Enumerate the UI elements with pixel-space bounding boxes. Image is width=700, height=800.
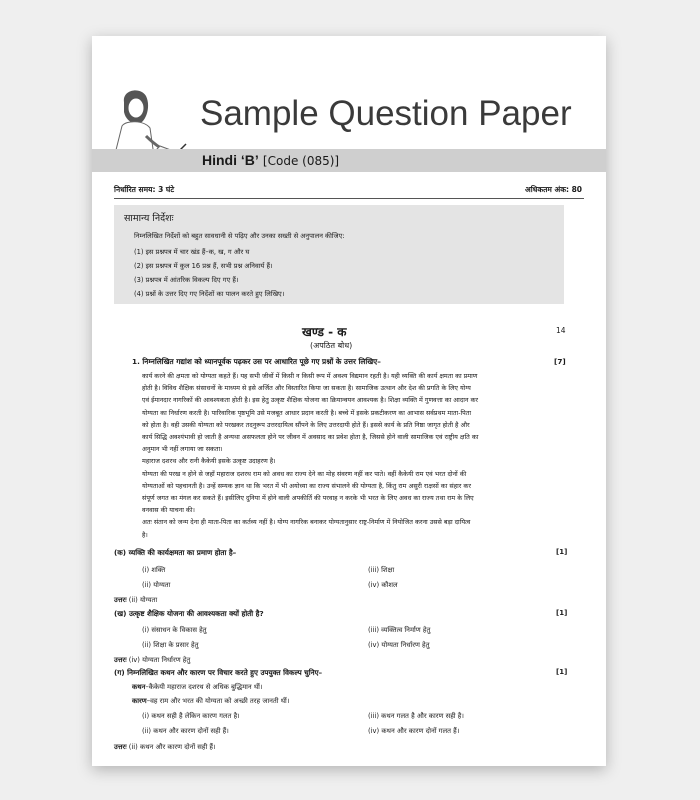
passage-line: महाराज दशरथ और रानी कैकेयी इसके उत्कृष्ट उदाहरण है। [142,457,276,466]
option: (ii) शिक्षा के प्रसार हेतु [142,641,199,649]
passage [142,370,572,541]
option: (iv) कौशल [368,581,398,589]
section-title: खण्ड - क [302,325,347,339]
option: (ii) कथन और कारण दोनों सही हैं। [142,727,229,735]
option: (ii) योग्यता [142,581,171,589]
page-title: Sample Question Paper [200,94,572,133]
reason: कारण–वह राम और भरत की योग्यता को अच्छी तरह जानती थीं। [132,697,290,705]
instruction-item: (4) प्रश्नों के उत्तर दिए गए निर्देशों का पालन करते हुए लिखिए। [134,290,285,298]
passage-line: अनुमान भी नहीं लगाया जा सकता। [142,445,223,454]
answer-ka: उत्तरः (ii) योग्यता [114,596,158,604]
sub-question-ga: (ग) निम्नलिखित कथन और कारण पर विचार करते हुए उपयुक्त विकल्प चुनिए– [114,668,323,677]
passage-line: एवं ईमानदार नागरिकों की आवश्यकता होती है। इस हेतु उत्कृष्ट शैक्षिक योजना का क्रियान्वयन आवश्यक है। शिक्षा व्यक्ति में गुणवत्ता का आदान कर [142,396,478,405]
header-divider [114,198,584,199]
passage-line: योग्यता का निर्धारण करती है। पारिवारिक पृष्ठभूमि उसे मजबूत आधार प्रदान करती है। बच्चे में इसके प्रकटीकरण का आभास सर्वप्रथम माता-पिता [142,408,472,417]
sub-question-ka: (क) व्यक्ति की कार्यक्षमता का प्रमाण होता है– [114,548,237,557]
instructions-heading: सामान्य निर्देशः [124,213,174,224]
question-1-text: 1. निम्नलिखित गद्यांश को ध्यानपूर्वक पढ़कर उस पर आधारित पूछे गए प्रश्नों के उत्तर लिखिए– [132,357,381,366]
instructions-intro: निम्नलिखित निर्देशों को बहुत सावधानी से पढ़िए और उनका सख्ती से अनुपालन कीजिए: [134,232,345,240]
option: (i) कथन सही है लेकिन कारण गलत है। [142,712,240,720]
option: (iv) योग्यता निर्धारण हेतु [368,641,430,649]
passage-line: योग्यता की परख न होने से जहाँ महाराज दशरथ राम को अवध का राज्य देने का मोह संवरण नहीं कर पाते। वहीं कैकेयी राम एवं भरत दोनों की [142,469,467,478]
option: (iii) कथन गलत है और कारण सही है। [368,712,464,720]
passage-line: अतः संतान को जन्म देना ही माता-पिता का कर्तव्य नहीं है। योग्य नागरिक बनाकर योग्यतानुसार राष्ट्र-निर्माण में नियोजित करना उससे बड़ा दायित्व [142,518,471,527]
option: (iv) कथन और कारण दोनों गलत हैं। [368,727,460,735]
max-marks: अधिकतम अंक: 80 [525,185,582,194]
instruction-item: (1) इस प्रश्नपत्र में चार खंड हैं–क, ख, ग और घ [134,248,250,256]
option: (iii) व्यक्तित्व निर्माण हेतु [368,626,431,634]
section-marks: 14 [556,326,566,335]
option: (i) संसाधन के विकास हेतु [142,626,207,634]
sub-question-ka-marks: [1] [556,548,568,556]
subject-name: Hindi ‘B’ [202,152,259,168]
section-subtitle: (अपठित बोध) [310,341,353,350]
subject-code: [Code (085)] [262,154,340,168]
time-allowed: निर्धारित समय: 3 घंटे [114,185,175,194]
subject-line [202,152,339,169]
statement: कथन–कैकेयी महाराज दशरथ से अधिक बुद्धिमान थीं। [132,683,263,691]
instruction-item: (2) इस प्रश्नपत्र में कुल 16 प्रश्न हैं, सभी प्रश्न अनिवार्य हैं। [134,262,273,270]
question-1-marks: [7] [554,357,566,366]
answer-ga: उत्तरः (ii) कथन और कारण दोनों सही हैं। [114,743,216,751]
passage-line: है। [142,530,148,539]
answer-kha: उत्तरः (iv) योग्यता निर्धारण हेतु [114,656,191,664]
passage-line: संपूर्ण जगत का मंगल कर सकते हैं। इसीलिए दुनिया में होने वाली अपकीर्ति की परवाह न करके भी भरत के लिए अवध का राज्य तथा राम के लिए [142,494,474,503]
sub-question-kha: (ख) उत्कृष्ट शैक्षिक योजना की आवश्यकता क्यों होती है? [114,609,264,618]
sub-question-kha-marks: [1] [556,609,568,617]
question-paper-page [92,36,606,766]
passage-line: वनवास की याचना की। [142,506,195,515]
passage-line: योग्यताओं को पहचानती है। उन्हें सम्यक ज्ञान था कि भरत में भी अयोध्या का राज्य संभालने की योग्यता है, किंतु राम असुरी राक्षसों का संहार कर [142,481,471,490]
general-instructions-box [114,205,564,304]
instruction-item: (3) प्रश्नपत्र में आंतरिक विकल्प दिए गए हैं। [134,276,239,284]
passage-line: होती है। विविध शैक्षिक संसाधनों के माध्यम से इसे अर्जित और विस्तारित किया जा सकता है। सामाजिक उत्थान और देश की प्रगति के लिए योग्य [142,384,471,393]
passage-line: कार्य करने की क्षमता को योग्यता कहते हैं। यह सभी जीवों में किसी न किसी रूप में अवश्य विद्यमान रहती है। यही व्यक्ति की कार्य क्षमता का प्रमाण [142,372,478,380]
passage-line: को होता है। वही उसकी योग्यता को परखकर तदनुरूप उत्तरदायित्व सौंपने के लिए उत्तरदायी होते हैं। इससे कार्य के प्रति निष्ठा जागृत होती है और [142,420,470,429]
option: (iii) शिक्षा [368,566,395,574]
option: (i) शक्ति [142,566,166,574]
subject-bar [92,149,606,172]
passage-line: कार्य सिद्धि अवश्यंभावी हो जाती है अन्यथा असफलता होने पर जीवन में अवसाद का प्रवेश होता है, जिससे होने वाली सामाजिक एवं राष्ट्रीय क्षति का [142,433,479,442]
sub-question-ga-marks: [1] [556,668,568,676]
